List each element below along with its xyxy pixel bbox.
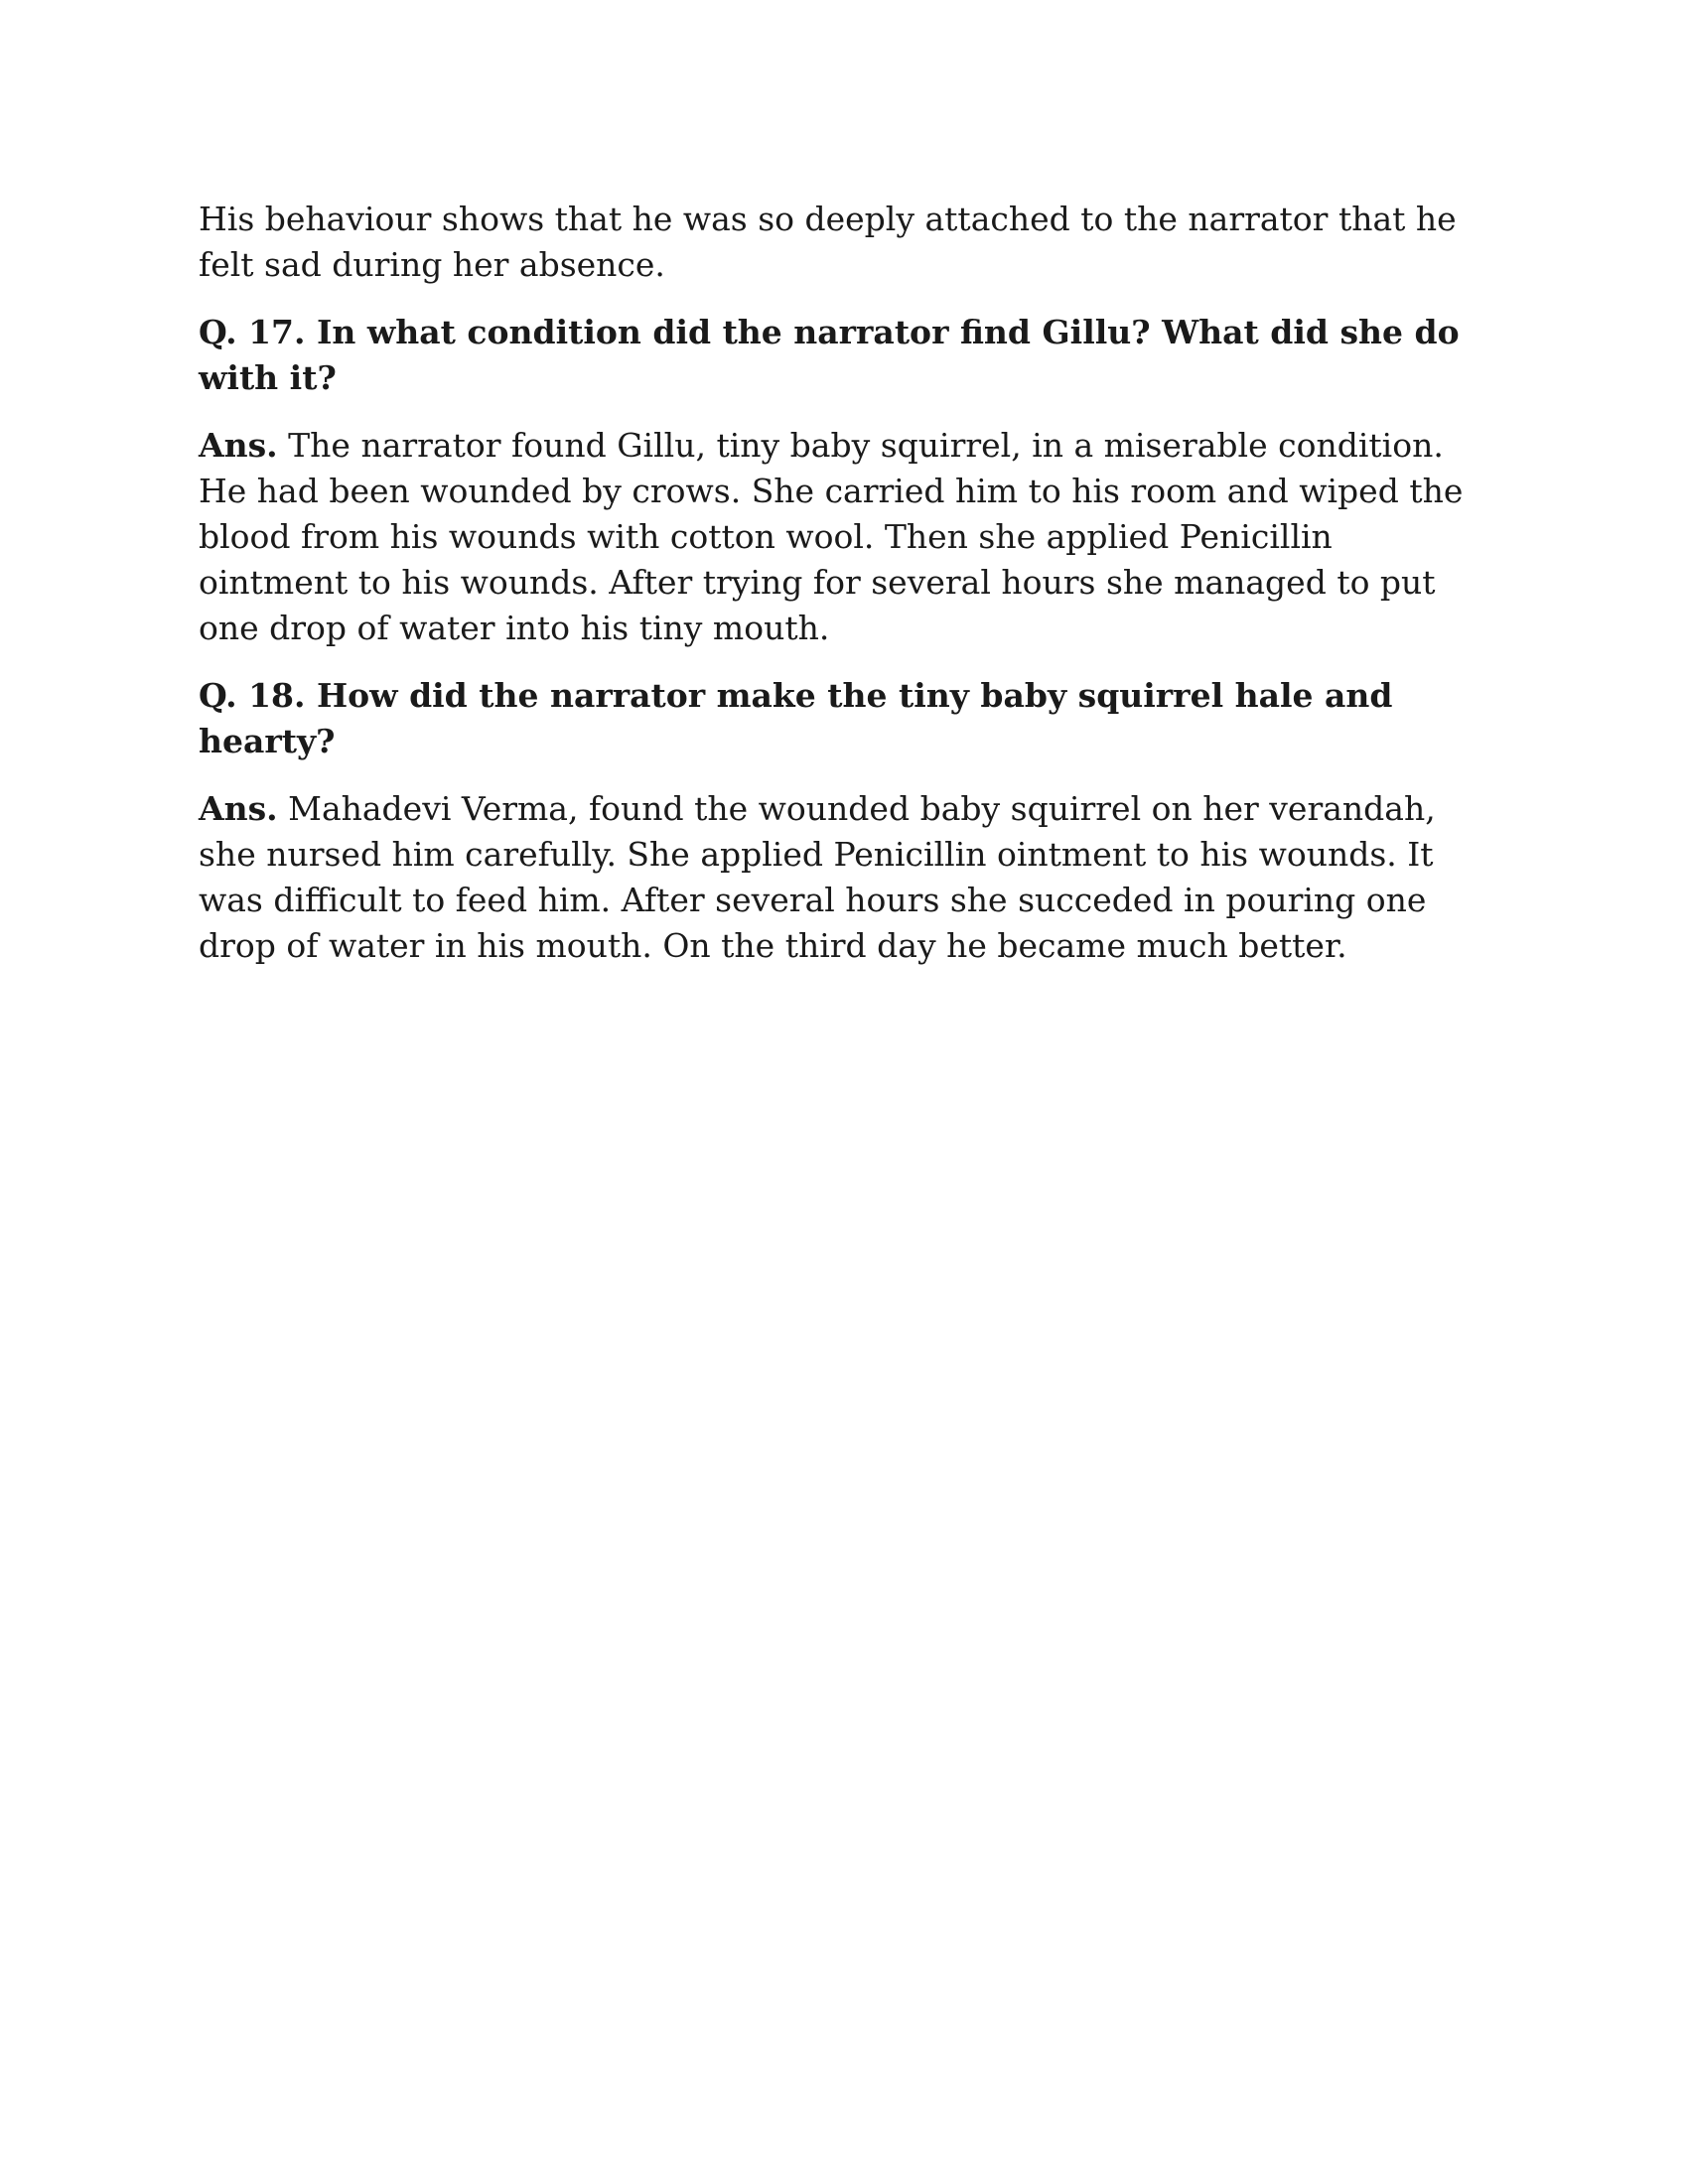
answer-label: Ans. [199, 426, 278, 465]
answer-label: Ans. [199, 789, 278, 828]
question-17: Q. 17. In what condition did the narrator find Gillu? What did she do with it? [199, 313, 1460, 397]
intro-paragraph: His behaviour shows that he was so deeply attached to the narrator that he felt sad during her absence. [199, 200, 1457, 284]
answer-18-text: Mahadevi Verma, found the wounded baby squirrel on her verandah, she nursed him carefully. She applied Penicillin ointment to his wounds. It was difficult to feed him. After several hours she succeded in pouring one drop of water in his mouth. On the third day he became much better. [199, 789, 1436, 965]
question-18: Q. 18. How did the narrator make the tiny baby squirrel hale and hearty? [199, 676, 1393, 760]
document-page [199, 197, 1489, 991]
answer-17-text: The narrator found Gillu, tiny baby squirrel, in a miserable condition. He had been wounded by crows. She carried him to his room and wiped the blood from his wounds with cotton wool. Then she applied Penicillin ointment to his wounds. After trying for several hours she managed to put one drop of water into his tiny mouth. [199, 426, 1464, 647]
answer-17 [199, 423, 1489, 651]
answer-18 [199, 786, 1489, 969]
